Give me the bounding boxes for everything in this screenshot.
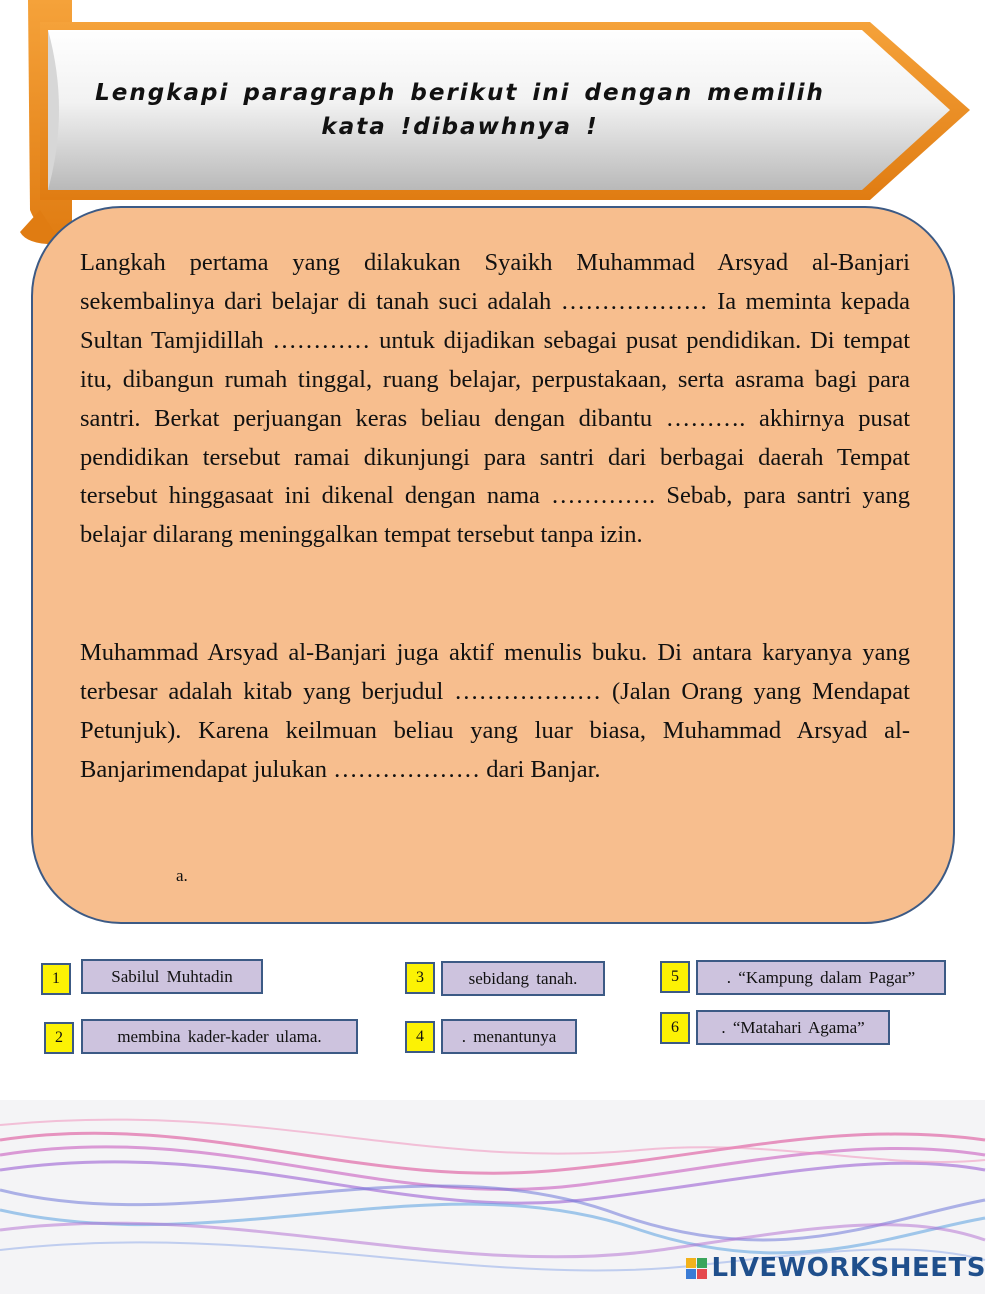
instruction-title-line2: kata !dibawhnya ! bbox=[321, 114, 599, 140]
option-sabilul-muhtadin[interactable]: Sabilul Muhtadin bbox=[81, 959, 263, 994]
liveworksheets-logo[interactable] bbox=[686, 1252, 986, 1284]
liveworksheets-icon bbox=[686, 1258, 707, 1279]
option-kampung-dalam-pagar[interactable]: . “Kampung dalam Pagar” bbox=[696, 960, 946, 995]
passage-paragraph-2: Muhammad Arsyad al-Banjari juga aktif menulis buku. Di antara karyanya yang terbesar adalah kitab yang berjudul ……………… (Jalan Orang yang Mendapat Petunjuk). Karena keilmuan beliau yang luar biasa, Muhammad Arsyad al-Banjarimendapat julukan ……………… dari Banjar. bbox=[80, 639, 910, 783]
brand-name: LIVEWORKSHEETS bbox=[711, 1253, 986, 1283]
option-matahari-agama[interactable]: . “Matahari Agama” bbox=[696, 1010, 890, 1045]
option-number-5: 5 bbox=[660, 961, 690, 993]
option-membina-kader-ulama[interactable]: membina kader-kader ulama. bbox=[81, 1019, 358, 1054]
option-number-2: 2 bbox=[44, 1022, 74, 1054]
list-marker: a. bbox=[176, 866, 188, 885]
option-number-6: 6 bbox=[660, 1012, 690, 1044]
option-sebidang-tanah[interactable]: sebidang tanah. bbox=[441, 961, 605, 996]
option-number-3: 3 bbox=[405, 962, 435, 994]
passage-paragraph-1: Langkah pertama yang dilakukan Syaikh Muhammad Arsyad al-Banjari sekembalinya dari belajar di tanah suci adalah ……………… Ia meminta kepada Sultan Tamjidillah ………… untuk dijadikan sebagai pusat pendidikan. Di tempat itu, dibangun rumah tinggal, ruang belajar, perpustakaan, serta asrama bagi para santri. Berkat perjuangan keras beliau dengan dibantu ………. akhirnya pusat pendidikan tersebut ramai dikunjungi para santri dari berbagai daerah Tempat tersebut hinggasaat ini dikenal dengan nama …………. Sebab, para santri yang belajar dilarang meninggalkan tempat tersebut tanpa izin. bbox=[80, 249, 910, 549]
option-number-1: 1 bbox=[41, 963, 71, 995]
option-menantunya[interactable]: . menantunya bbox=[441, 1019, 577, 1054]
instruction-title bbox=[70, 76, 850, 144]
option-number-4: 4 bbox=[405, 1021, 435, 1053]
instruction-title-line1: Lengkapi paragraph berikut ini dengan memilih bbox=[95, 80, 825, 106]
